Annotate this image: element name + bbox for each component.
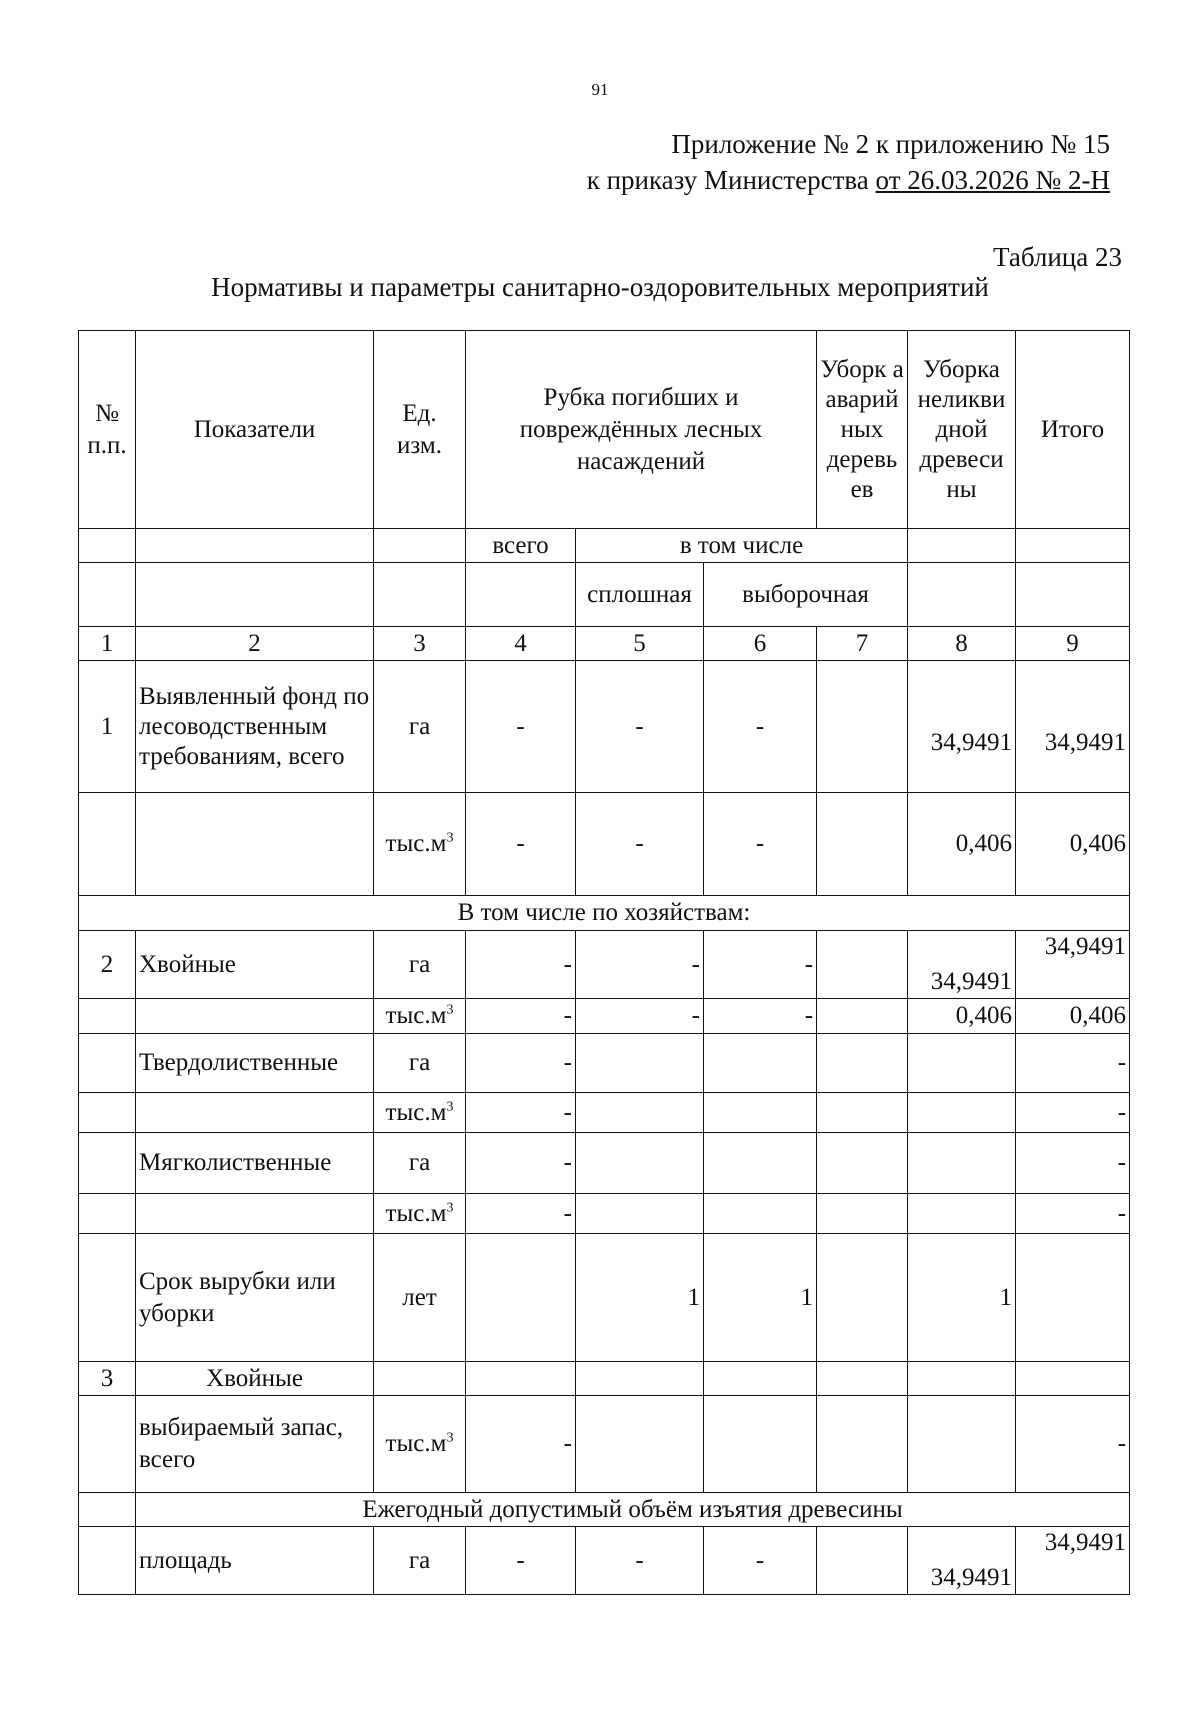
order-date-number: от 26.03.2026 № 2-Н — [875, 165, 1110, 195]
table-title: Нормативы и параметры санитарно-оздоровительных мероприятий — [211, 272, 989, 302]
value-cell: 1 — [704, 1234, 817, 1362]
row-number: 3 — [79, 1362, 136, 1396]
header-clear: сплошная — [576, 563, 704, 627]
value-cell: - — [576, 999, 704, 1034]
order-prefix: к приказу Министерства — [586, 165, 876, 195]
table-row — [79, 1093, 1130, 1133]
table-row — [79, 1362, 1130, 1396]
unit-cell — [374, 1093, 466, 1133]
value-cell: 34,9491 — [908, 931, 1016, 999]
header-felling: Рубка погибших и повреждённых лесных насаждений — [466, 331, 817, 529]
unit-cell — [374, 999, 466, 1034]
col-number: 9 — [1016, 627, 1130, 661]
value-cell: 0,406 — [1016, 999, 1130, 1034]
norms-table — [78, 330, 1130, 1595]
column-numbers-row — [79, 627, 1130, 661]
value-cell: 34,9491 — [1016, 931, 1130, 999]
value-cell: - — [1016, 1093, 1130, 1133]
table-row — [79, 1234, 1130, 1362]
value-cell: - — [704, 999, 817, 1034]
value-cell: - — [466, 661, 576, 793]
header-row — [79, 331, 1130, 529]
value-cell: - — [704, 793, 817, 896]
unit-superscript: 3 — [446, 830, 454, 846]
value-cell: - — [1016, 1194, 1130, 1234]
value-cell: - — [576, 793, 704, 896]
section-row — [79, 1493, 1130, 1527]
header-num: № п.п. — [79, 331, 136, 529]
unit-text: тыс.м — [385, 1098, 447, 1126]
unit-cell: га — [374, 931, 466, 999]
col-number: 2 — [136, 627, 374, 661]
value-cell: - — [576, 661, 704, 793]
value-cell: 1 — [908, 1234, 1016, 1362]
section-row — [79, 896, 1130, 931]
row-label: выбираемый запас, всего — [136, 1396, 374, 1493]
value-cell: - — [466, 1527, 576, 1595]
value-cell: 34,9491 — [1016, 1527, 1130, 1595]
value-cell: - — [466, 931, 576, 999]
table-row — [79, 1396, 1130, 1493]
value-cell: - — [704, 1527, 817, 1595]
value-cell: - — [466, 793, 576, 896]
unit-text: тыс.м — [385, 830, 447, 857]
table-row — [79, 999, 1130, 1034]
value-cell: 0,406 — [908, 793, 1016, 896]
row-label: Мягколиственные — [136, 1133, 374, 1194]
unit-cell — [374, 1194, 466, 1234]
subheader-row-2 — [79, 563, 1130, 627]
value-cell: - — [466, 1034, 576, 1093]
col-number: 1 — [79, 627, 136, 661]
header-including: в том числе — [576, 529, 908, 563]
unit-cell: га — [374, 1133, 466, 1194]
value-cell: - — [1016, 1034, 1130, 1093]
value-cell: 34,9491 — [908, 661, 1016, 793]
unit-cell — [374, 793, 466, 896]
value-cell: - — [1016, 1133, 1130, 1194]
unit-cell: га — [374, 1034, 466, 1093]
col-number: 5 — [576, 627, 704, 661]
value-cell: 1 — [576, 1234, 704, 1362]
header-selective: выборочная — [704, 563, 908, 627]
table-row — [79, 1133, 1130, 1194]
header-unit: Ед. изм. — [374, 331, 466, 529]
row-label: Хвойные — [136, 931, 374, 999]
col-number: 7 — [817, 627, 908, 661]
value-cell: 0,406 — [908, 999, 1016, 1034]
col-number: 4 — [466, 627, 576, 661]
section-title: В том числе по хозяйствам: — [79, 896, 1130, 931]
appendix-reference: Приложение № 2 к приложению № 15 — [671, 129, 1110, 159]
value-cell: - — [704, 931, 817, 999]
row-label: Хвойные — [136, 1362, 374, 1396]
table-row — [79, 661, 1130, 793]
row-number: 2 — [79, 931, 136, 999]
value-cell: - — [466, 1133, 576, 1194]
unit-text: тыс.м — [385, 1430, 447, 1457]
header-total: Итого — [1016, 331, 1130, 529]
value-cell: 34,9491 — [908, 1527, 1016, 1595]
order-reference — [587, 162, 1110, 198]
value-cell: - — [466, 1093, 576, 1133]
value-cell: - — [466, 999, 576, 1034]
section-title: Ежегодный допустимый объём изъятия древесины — [136, 1493, 1130, 1527]
row-label: Выявленный фонд по лесоводственным требованиям, всего — [136, 661, 374, 793]
value-cell: - — [576, 931, 704, 999]
value-cell: - — [466, 1194, 576, 1234]
table-row — [79, 793, 1130, 896]
subheader-row — [79, 529, 1130, 563]
table-row — [79, 931, 1130, 999]
col-number: 3 — [374, 627, 466, 661]
unit-cell — [374, 1396, 466, 1493]
page-number: 91 — [591, 80, 609, 99]
value-cell: - — [466, 1396, 576, 1493]
header-emergency: Уборк а аварий ных деревь ев — [817, 331, 908, 529]
value-cell: 34,9491 — [1016, 661, 1130, 793]
row-label: площадь — [136, 1527, 374, 1595]
row-label: Твердолиственные — [136, 1034, 374, 1093]
value-cell: - — [704, 661, 817, 793]
value-cell: - — [576, 1527, 704, 1595]
row-label: Срок вырубки или уборки — [136, 1234, 374, 1362]
unit-cell: га — [374, 1527, 466, 1595]
header-all: всего — [466, 529, 576, 563]
table-row — [79, 1194, 1130, 1234]
unit-cell: лет — [374, 1234, 466, 1362]
unit-text: тыс.м — [385, 1199, 447, 1227]
unit-text: тыс.м — [385, 1002, 447, 1029]
unit-superscript: 3 — [446, 1200, 454, 1216]
value-cell: 0,406 — [1016, 793, 1130, 896]
col-number: 8 — [908, 627, 1016, 661]
table-number: Таблица 23 — [993, 242, 1122, 272]
unit-superscript: 3 — [446, 1002, 454, 1018]
row-number: 1 — [79, 661, 136, 793]
unit-superscript: 3 — [446, 1099, 454, 1115]
value-cell: - — [1016, 1396, 1130, 1493]
col-number: 6 — [704, 627, 817, 661]
header-indicator: Показатели — [136, 331, 374, 529]
table-row — [79, 1034, 1130, 1093]
unit-cell: га — [374, 661, 466, 793]
table-row — [79, 1527, 1130, 1595]
unit-superscript: 3 — [446, 1430, 454, 1446]
header-illiquid: Уборка неликви дной древеси ны — [908, 331, 1016, 529]
